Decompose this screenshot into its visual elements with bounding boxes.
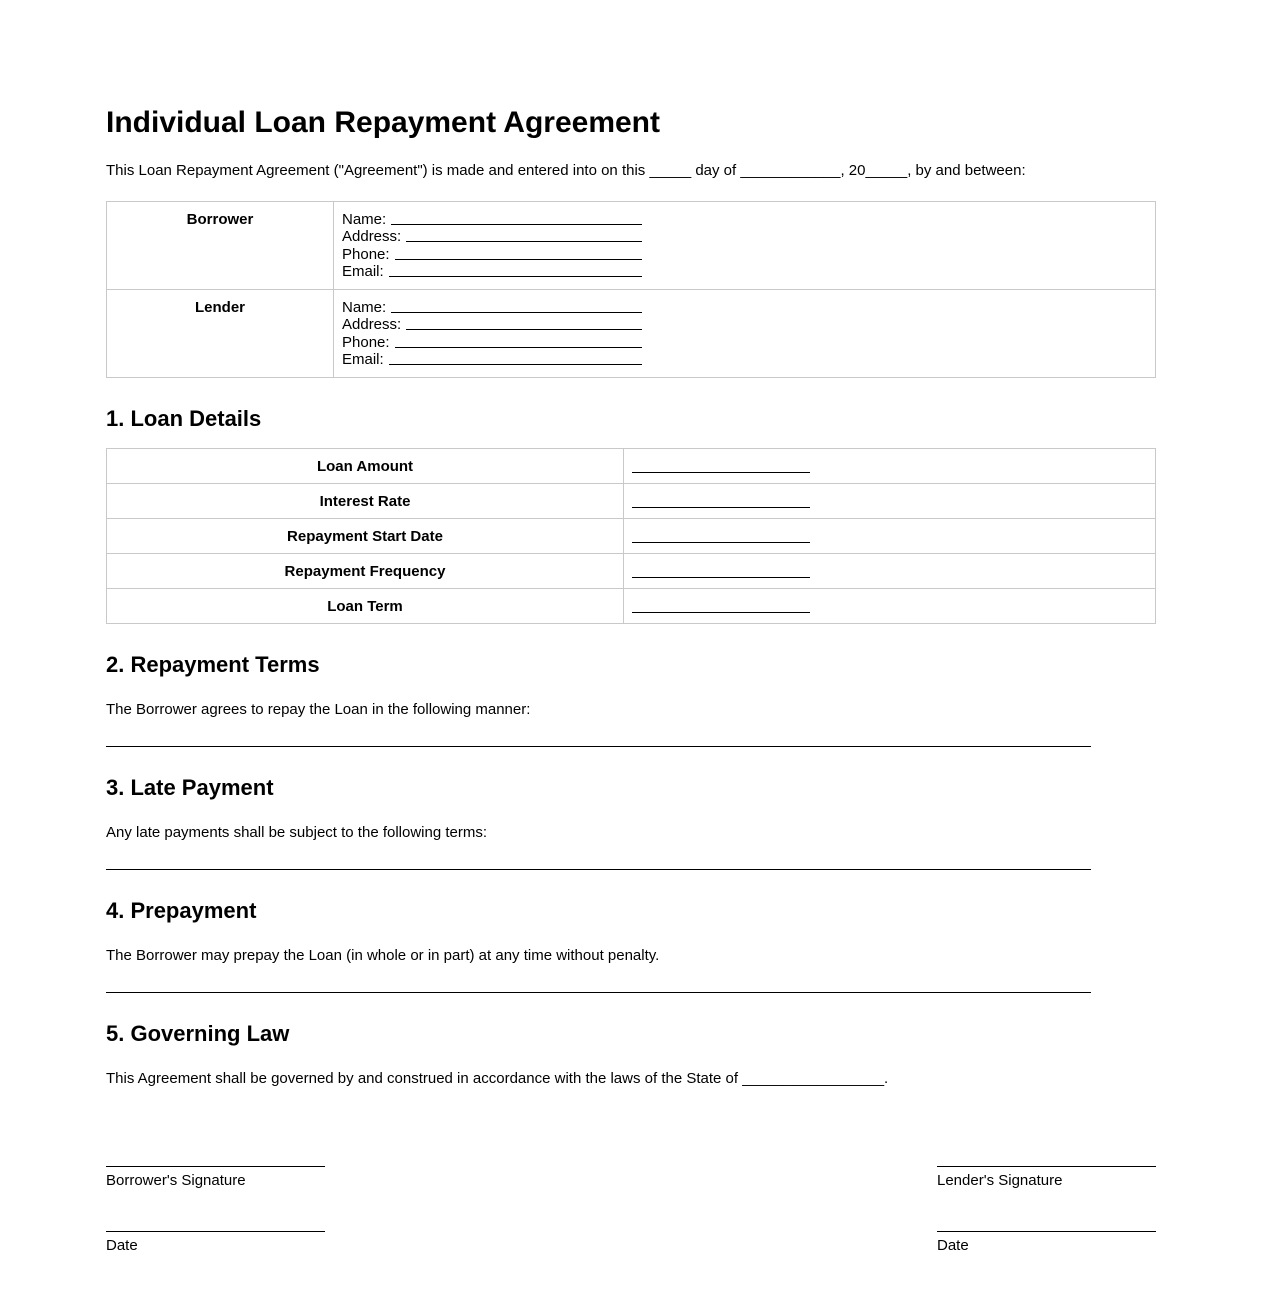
field-row-address xyxy=(342,316,642,334)
section-heading: 2. Repayment Terms xyxy=(106,652,320,677)
party-role-lender: Lender xyxy=(107,290,334,378)
section-late-payment xyxy=(106,775,1156,870)
loan-value-start-date xyxy=(624,519,1156,554)
lender-signature-label: Lender's Signature xyxy=(937,1172,1063,1189)
party-role-borrower: Borrower xyxy=(107,202,334,290)
loan-label-interest: Interest Rate xyxy=(107,484,624,519)
field-row-email xyxy=(342,351,642,369)
section-body: This Agreement shall be governed by and construed in accordance with the laws of the State of _________________. xyxy=(106,1070,889,1087)
field-label-address: Address: xyxy=(342,228,402,245)
loan-amount-blank-line xyxy=(632,460,810,473)
interest-rate-blank-line xyxy=(632,495,810,508)
name-blank-line xyxy=(391,312,642,313)
loan-row-amount xyxy=(107,449,1156,484)
borrower-signature-line xyxy=(106,1166,325,1167)
borrower-date-line xyxy=(106,1231,325,1232)
section-body: Any late payments shall be subject to the following terms: xyxy=(106,824,488,841)
loan-details-table xyxy=(106,448,1156,624)
loan-row-frequency xyxy=(107,554,1156,589)
lender-signature-line xyxy=(937,1166,1156,1167)
field-row-phone xyxy=(342,245,642,263)
party-row-lender xyxy=(107,290,1156,378)
loan-value-frequency xyxy=(624,554,1156,589)
field-row-email xyxy=(342,263,642,281)
frequency-blank-line xyxy=(632,565,810,578)
loan-label-term: Loan Term xyxy=(107,589,624,624)
signature-block xyxy=(106,1166,1156,1254)
loan-row-interest xyxy=(107,484,1156,519)
name-blank-line xyxy=(391,224,642,225)
section-heading: 5. Governing Law xyxy=(106,1021,290,1046)
lender-date-label: Date xyxy=(937,1237,969,1254)
parties-table xyxy=(106,201,1156,378)
section-governing-law xyxy=(106,1021,1156,1088)
field-label-address: Address: xyxy=(342,316,402,333)
loan-value-interest xyxy=(624,484,1156,519)
fill-in-rule xyxy=(106,746,1091,747)
section-heading: 3. Late Payment xyxy=(106,775,274,800)
address-blank-line xyxy=(406,241,642,242)
field-row-name xyxy=(342,298,642,316)
lender-date-line xyxy=(937,1231,1156,1232)
address-blank-line xyxy=(406,329,642,330)
section-body: The Borrower may prepay the Loan (in whole or in part) at any time without penalty. xyxy=(106,947,660,964)
field-label-email: Email: xyxy=(342,263,384,280)
phone-blank-line xyxy=(395,347,642,348)
section-prepayment xyxy=(106,898,1156,993)
loan-value-amount xyxy=(624,449,1156,484)
field-label-phone: Phone: xyxy=(342,333,390,351)
phone-blank-line xyxy=(395,259,642,260)
borrower-date-label: Date xyxy=(106,1237,138,1254)
email-blank-line xyxy=(389,364,642,365)
borrower-signature-label: Borrower's Signature xyxy=(106,1172,246,1189)
email-blank-line xyxy=(389,276,642,277)
section-heading-loan-details: 1. Loan Details xyxy=(106,406,262,431)
field-label-name: Name: xyxy=(342,298,387,316)
start-date-blank-line xyxy=(632,530,810,543)
fill-in-rule xyxy=(106,869,1091,870)
field-label-name: Name: xyxy=(342,210,387,228)
loan-label-start-date: Repayment Start Date xyxy=(107,519,624,554)
fill-in-rule xyxy=(106,992,1091,993)
loan-row-start-date xyxy=(107,519,1156,554)
party-fields-borrower xyxy=(334,202,1156,290)
lender-signature-column xyxy=(937,1166,1156,1254)
intro-paragraph: This Loan Repayment Agreement ("Agreement") is made and entered into on this _____ day of ____________, 20_____, by and between: xyxy=(106,162,1026,179)
loan-value-term xyxy=(624,589,1156,624)
loan-row-term xyxy=(107,589,1156,624)
section-heading: 4. Prepayment xyxy=(106,898,257,923)
party-row-borrower xyxy=(107,202,1156,290)
field-row-name xyxy=(342,210,642,228)
field-label-email: Email: xyxy=(342,351,384,368)
loan-label-frequency: Repayment Frequency xyxy=(107,554,624,589)
field-row-address xyxy=(342,228,642,246)
field-row-phone xyxy=(342,333,642,351)
party-fields-lender xyxy=(334,290,1156,378)
section-body: The Borrower agrees to repay the Loan in the following manner: xyxy=(106,701,531,718)
loan-label-amount: Loan Amount xyxy=(107,449,624,484)
loan-term-blank-line xyxy=(632,600,810,613)
section-repayment-terms xyxy=(106,652,1156,747)
field-label-phone: Phone: xyxy=(342,245,390,263)
borrower-signature-column xyxy=(106,1166,325,1254)
document-title: Individual Loan Repayment Agreement xyxy=(106,106,660,139)
